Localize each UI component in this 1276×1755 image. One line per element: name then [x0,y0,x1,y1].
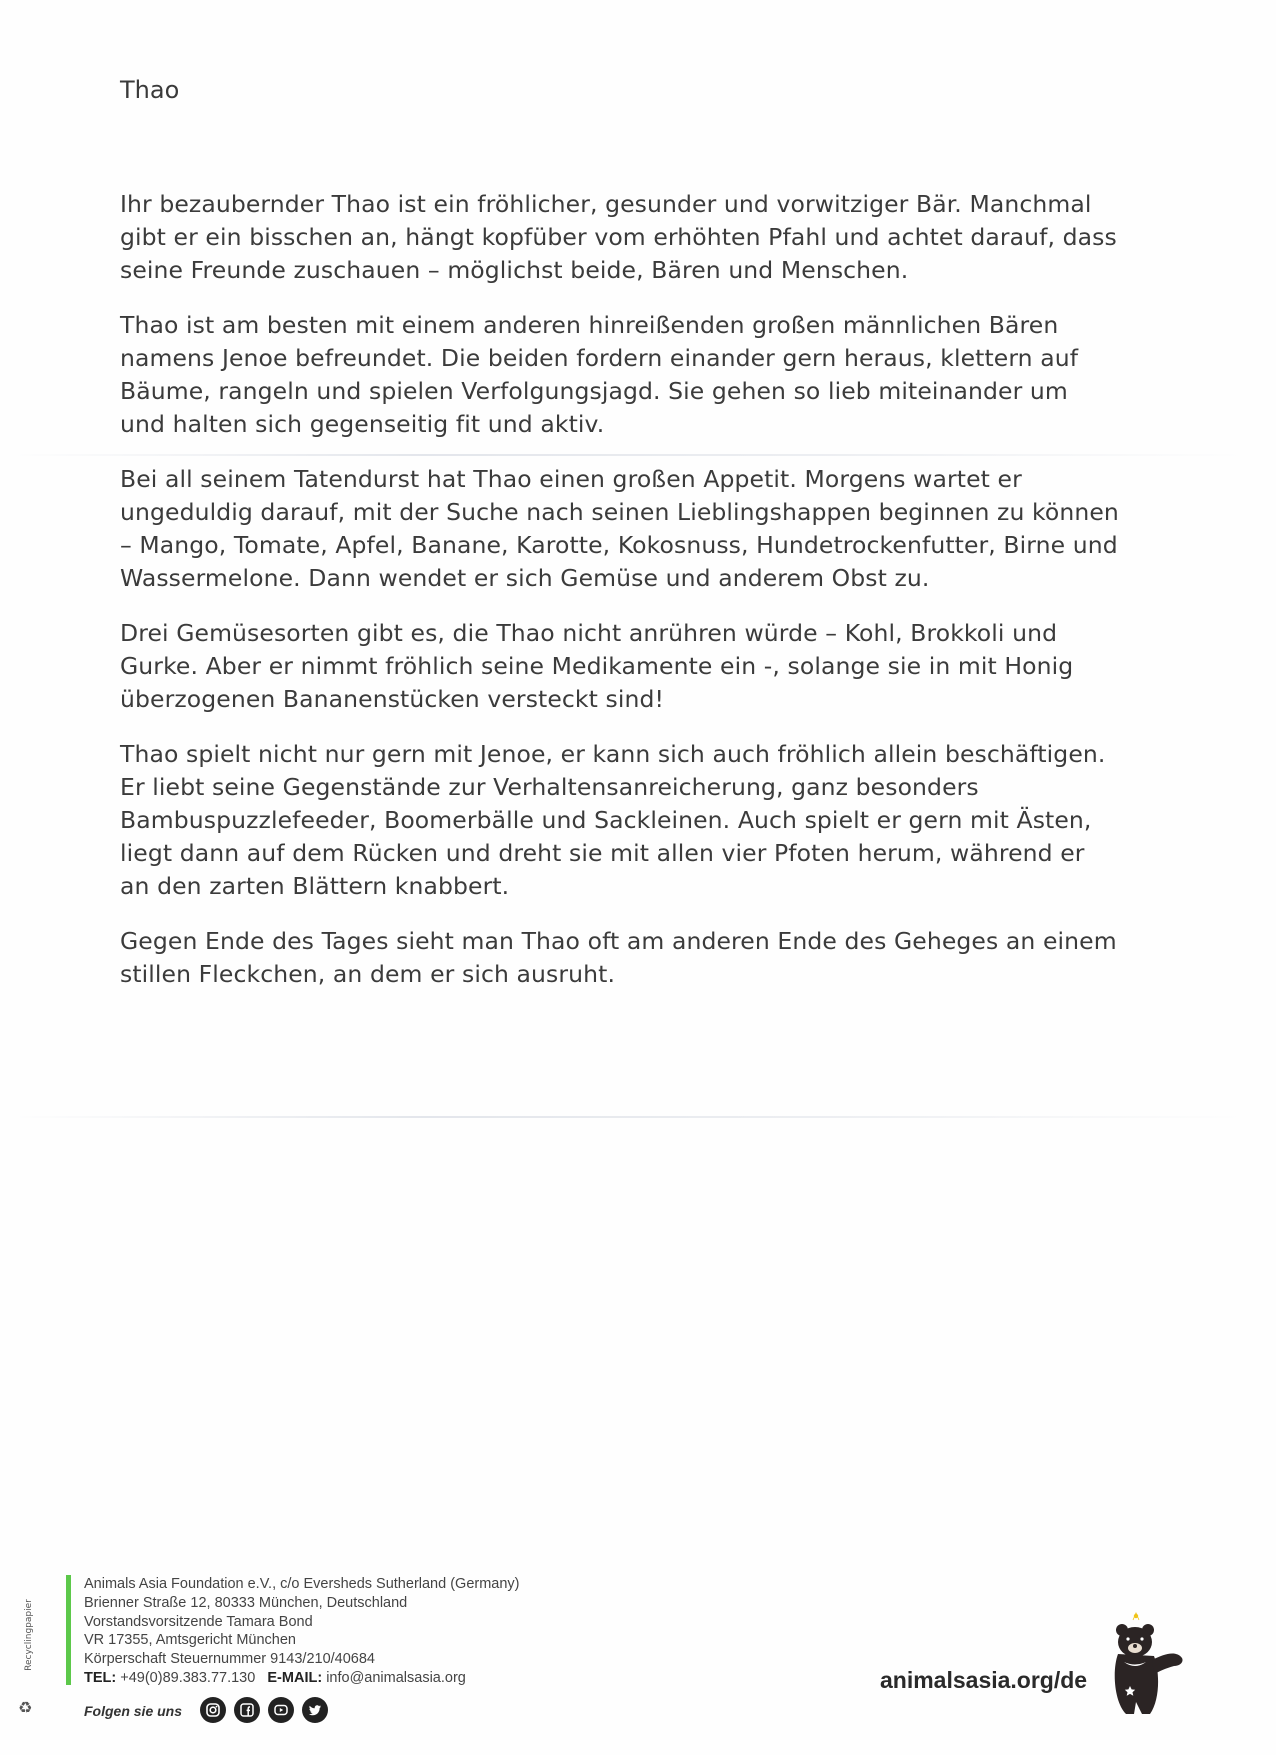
social-links [200,1697,328,1723]
email-label: E-MAIL: [267,1669,323,1686]
tel-label: TEL: [84,1669,117,1686]
contact-line [84,1669,520,1688]
address-line: Animals Asia Foundation e.V., c/o Eversheds Sutherland (Germany) [84,1576,520,1592]
address-line: VR 17355, Amtsgericht München [84,1632,296,1649]
recycling-note [14,1590,38,1720]
address-line: Vorstandsvorsitzende Tamara Bond [84,1613,313,1630]
fold-line [10,1116,1250,1118]
email-value[interactable]: info@animalsasia.org [326,1669,466,1686]
bear-logo [1110,1610,1192,1720]
recycle-icon: ♻ [18,1698,33,1717]
twitter-icon[interactable] [302,1697,328,1723]
letter-greeting: Thao [120,76,180,104]
facebook-icon[interactable] [234,1697,260,1723]
address-line: Brienner Straße 12, 80333 München, Deutschland [84,1594,408,1611]
paragraph: Bei all seinem Tatendurst hat Thao einen großen Appetit. Morgens wartet er ungeduldig darauf, mit der Suche nach seinen Lieblingshappen beginnen zu können – Mango, Tomate, Apfel, Banane, Karotte, Kokosnuss, Hundetrockenfutter, Birne und Wassermelone. Dann wendet er sich Gemüse und anderem Obst zu. [120,465,1119,592]
paragraph: Thao spielt nicht nur gern mit Jenoe, er kann sich auch fröhlich allein beschäftigen. Er liebt seine Gegenstände zur Verhaltensanreicherung, ganz besonders Bambuspuzzlefeeder, Boomerbälle und Sackleinen. Auch spielt er gern mit Ästen, liegt dann auf dem Rücken und dreht sie mit allen vier Pfoten herum, während er an den zarten Blättern knabbert. [120,740,1106,900]
paragraph: Gegen Ende des Tages sieht man Thao oft am anderen Ende des Geheges an einem stillen Fleckchen, an dem er sich ausruht. [120,927,1117,988]
tel-value[interactable]: +49(0)89.383.77.130 [120,1669,256,1686]
letter-body [120,188,1120,1013]
instagram-icon[interactable] [200,1697,226,1723]
paragraph: Thao ist am besten mit einem anderen hinreißenden großen männlichen Bären namens Jenoe befreundet. Die beiden fordern einander gern heraus, klettern auf Bäume, rangeln und spielen Verfolgungsjagd. Sie gehen so lieb miteinander um und halten sich gegenseitig fit und aktiv. [120,311,1079,438]
website-link[interactable]: animalsasia.org/de [880,1667,1088,1693]
footer-address [84,1575,520,1688]
recycling-label: Recyclingpapier [24,1599,34,1671]
accent-bar [66,1575,71,1685]
address-line: Körperschaft Steuernummer 9143/210/40684 [84,1651,375,1668]
paragraph: Drei Gemüsesorten gibt es, die Thao nicht anrühren würde – Kohl, Brokkoli und Gurke. Aber er nimmt fröhlich seine Medikamente ein -, solange sie in mit Honig überzogenen Bananenstücken versteckt sind! [120,619,1074,713]
follow-label: Folgen sie uns [84,1703,183,1719]
youtube-icon[interactable] [268,1697,294,1723]
paragraph: Ihr bezaubernder Thao ist ein fröhlicher, gesunder und vorwitziger Bär. Manchmal gibt er ein bisschen an, hängt kopfüber vom erhöhten Pfahl und achtet darauf, dass seine Freunde zuschauen – möglichst beide, Bären und Menschen. [120,190,1117,284]
